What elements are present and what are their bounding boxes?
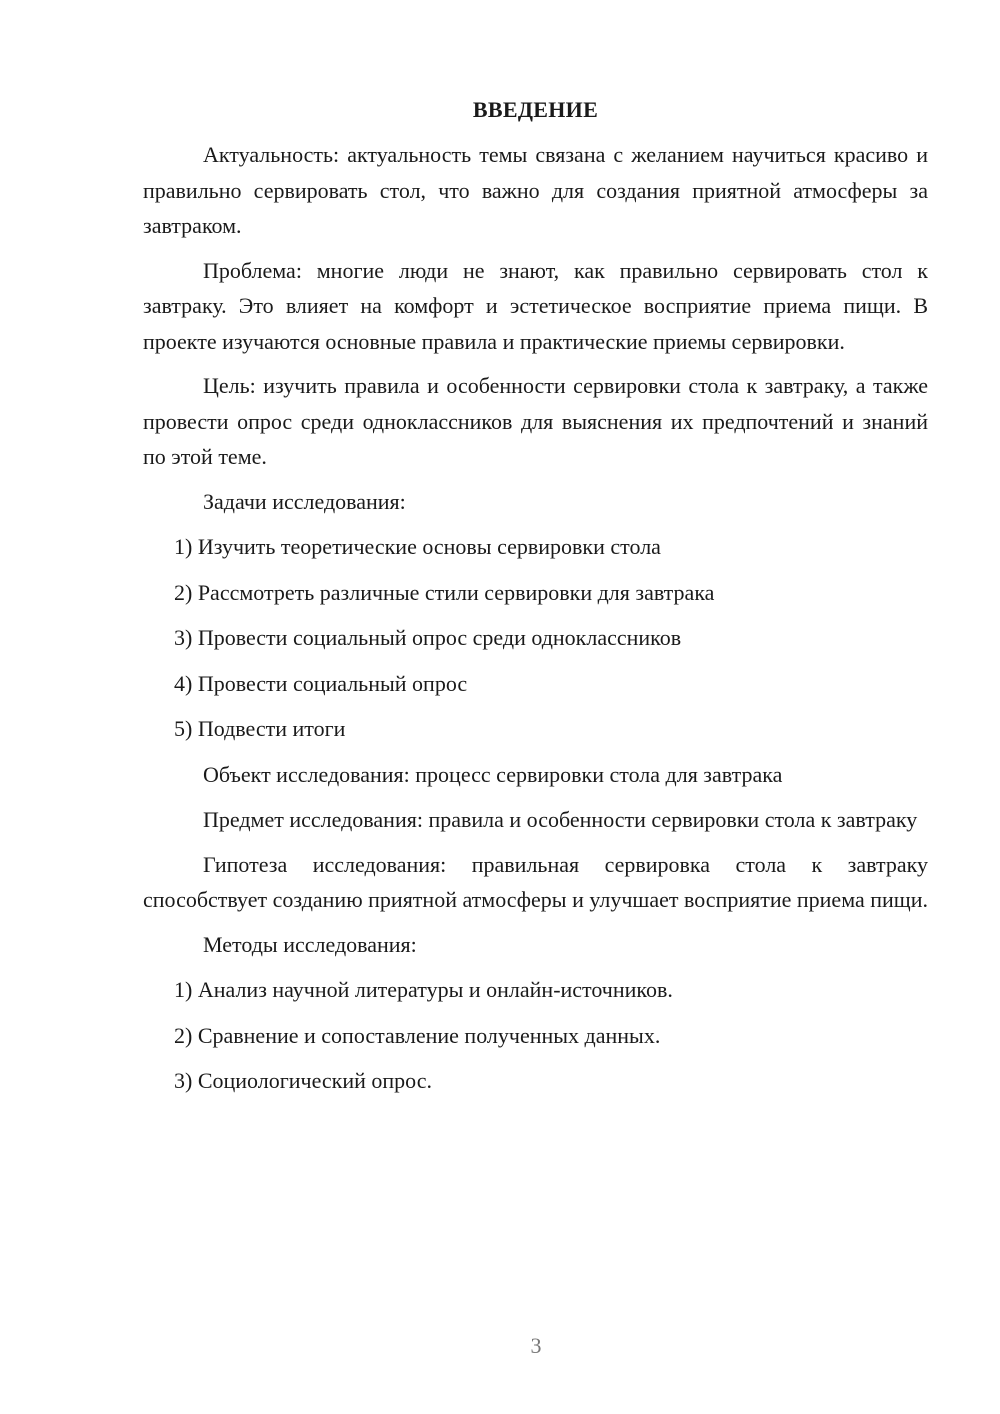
problem-paragraph: Проблема: многие люди не знают, как правильно сервировать стол к завтраку. Это влияет на комфорт и эстетическое восприятие приема пищи. В проекте изучаются основные правила и практические приемы сервировки. xyxy=(143,257,928,354)
page-number: 3 xyxy=(530,1333,542,1358)
methods-heading: Методы исследования: xyxy=(203,931,417,957)
list-item: 1) Изучить теоретические основы сервировки стола xyxy=(174,534,661,559)
list-item: 1) Анализ научной литературы и онлайн-источников. xyxy=(174,977,673,1002)
document-page xyxy=(143,93,928,1109)
list-item: 2) Рассмотреть различные стили сервировки для завтрака xyxy=(174,579,715,605)
list-item: 4) Провести социальный опрос xyxy=(174,670,468,696)
list-item: 2) Сравнение и сопоставление полученных данных. xyxy=(174,1022,661,1048)
object-paragraph: Объект исследования: процесс сервировки стола для завтрака xyxy=(203,761,783,787)
goal-paragraph: Цель: изучить правила и особенности сервировки стола к завтраку, а также провести опрос среди одноклассников для выяснения их предпочтений и знаний по этой теме. xyxy=(143,373,928,469)
tasks-heading: Задачи исследования: xyxy=(203,488,406,514)
page-title: ВВЕДЕНИЕ xyxy=(472,97,599,122)
hypothesis-paragraph: Гипотеза исследования: правильная сервировка стола к завтраку способствует созданию приятной атмосферы и улучшает восприятие приема пищи. xyxy=(143,851,928,912)
list-item: 5) Подвести итоги xyxy=(174,716,346,741)
relevance-paragraph: Актуальность: актуальность темы связана с желанием научиться красиво и правильно сервировать стол, что важно для создания приятной атмосферы за завтраком. xyxy=(143,142,928,238)
list-item: 3) Провести социальный опрос среди одноклассников xyxy=(174,625,682,650)
tasks-list xyxy=(143,529,928,747)
subject-paragraph: Предмет исследования: правила и особенности сервировки стола к завтраку xyxy=(203,807,918,832)
list-item: 3) Социологический опрос. xyxy=(174,1068,432,1093)
methods-list xyxy=(143,972,928,1099)
